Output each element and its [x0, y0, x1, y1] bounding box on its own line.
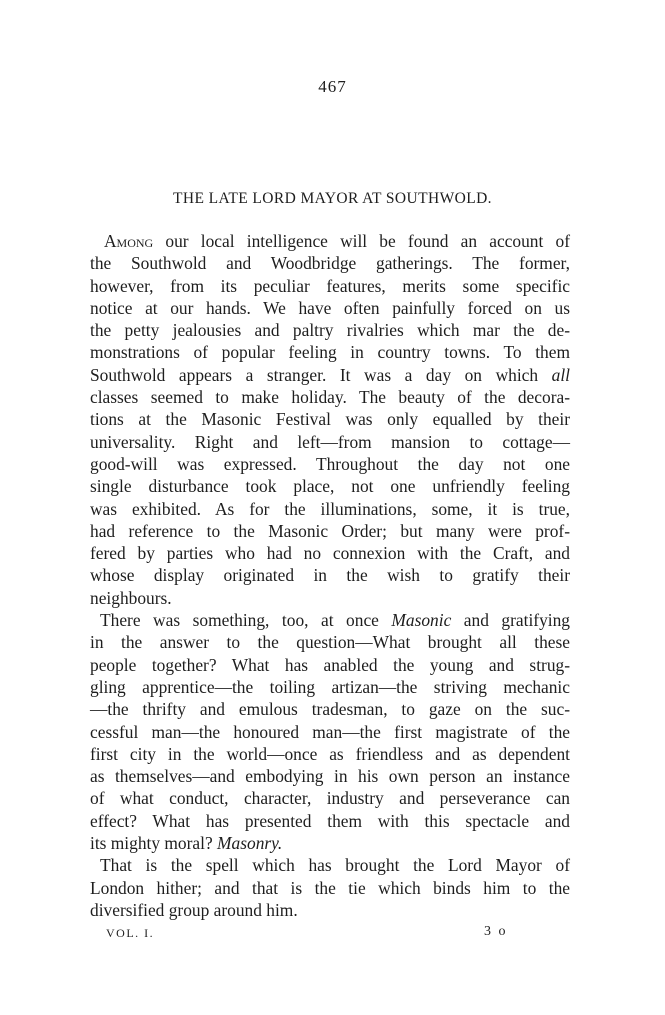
text-line: notice at our hands. We have often painfully forced on us	[90, 297, 570, 318]
text-line: There was something, too, at once Masonic and gratifying	[100, 610, 570, 631]
text-line: first city in the world—once as friendless and as dependent	[90, 743, 570, 764]
text-line: had reference to the Masonic Order; but many were prof-	[90, 520, 570, 541]
text-line: cessful man—the honoured man—the first magistrate of the	[90, 721, 570, 742]
text-line: however, from its peculiar features, merits some specific	[90, 275, 570, 296]
text-line: as themselves—and embodying in his own person an instance	[90, 766, 570, 787]
article-title: THE LATE LORD MAYOR AT SOUTHWOLD.	[173, 190, 492, 207]
volume-signature: VOL. I.	[106, 926, 155, 940]
text-line: monstrations of popular feeling in country towns. To them	[90, 342, 570, 363]
text-line: was exhibited. As for the illuminations, some, it is true,	[90, 498, 570, 519]
article-body	[90, 230, 570, 921]
text-line: London hither; and that is the tie which binds him to the	[90, 877, 570, 898]
text-line: diversified group around him.	[90, 899, 298, 920]
text-line: Southwold appears a stranger. It was a day on which all	[90, 364, 570, 385]
text-line: the petty jealousies and paltry rivalries which mar the de-	[90, 320, 570, 341]
text-line: in the answer to the question—What brought all these	[90, 632, 570, 653]
text-line: universality. Right and left—from mansion to cottage—	[90, 431, 570, 452]
page-number: 467	[318, 77, 347, 96]
text-line: of what conduct, character, industry and perseverance can	[90, 788, 570, 809]
text-line: —the thrifty and emulous tradesman, to gaze on the suc-	[90, 699, 570, 720]
text-line: people together? What has anabled the young and strug-	[90, 654, 570, 675]
text-line: effect? What has presented them with this spectacle and	[90, 810, 570, 831]
text-line: the Southwold and Woodbridge gatherings. The former,	[90, 253, 570, 274]
text-line: whose display originated in the wish to gratify their	[90, 565, 570, 586]
text-line: single disturbance took place, not one unfriendly feeling	[90, 476, 570, 497]
text-line: gling apprentice—the toiling artizan—the striving mechanic	[90, 676, 570, 697]
text-line: That is the spell which has brought the Lord Mayor of	[100, 855, 570, 876]
text-line: tions at the Masonic Festival was only equalled by their	[90, 409, 570, 430]
text-line: its mighty moral? Masonry.	[90, 833, 283, 854]
text-line: good-will was expressed. Throughout the day not one	[90, 453, 570, 474]
gathering-signature: 3 o	[484, 924, 508, 939]
text-line: classes seemed to make holiday. The beauty of the decora-	[90, 387, 570, 408]
text-line: Among our local intelligence will be found an account of	[104, 231, 570, 251]
text-line: neighbours.	[90, 587, 172, 608]
text-line: fered by parties who had no connexion with the Craft, and	[90, 543, 570, 564]
